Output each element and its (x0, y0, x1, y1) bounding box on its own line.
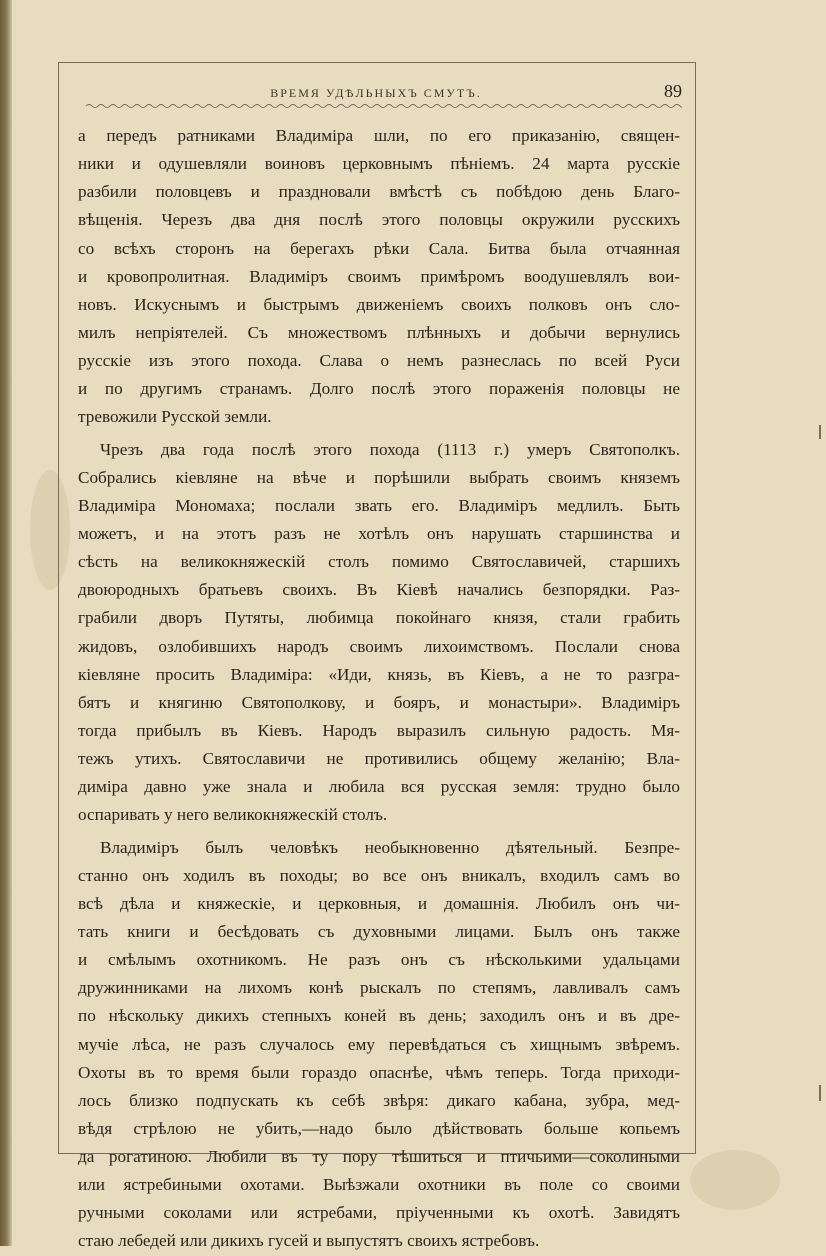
text-line: по нѣскольку дикихъ степныхъ коней въ день; заходилъ онъ и въ дре- (78, 1006, 680, 1026)
paragraph (78, 122, 680, 432)
text-line: дружинниками на лихомъ конѣ рыскалъ по степямъ, лавливалъ самъ (78, 978, 680, 998)
text-line: оспаривать у него великокняжескій столъ. (78, 805, 388, 825)
text-line: жидовъ, озлобившихъ народъ своимъ лихоимствомъ. Послали снова (78, 636, 680, 656)
text-line: бятъ и княгиню Святополкову, и бояръ, и монастыри». Владиміръ (78, 692, 680, 712)
text-line: вѣдя стрѣлою не убить,—надо было дѣйствовать больше копьемъ (78, 1118, 680, 1138)
text-line: тревожили Русской земли. (78, 407, 272, 427)
text-line: ники и одушевляли воиновъ церковнымъ пѣніемъ. 24 марта русскіе (78, 154, 680, 174)
text-line: Собрались кіевляне на вѣче и порѣшили выбрать своимъ княземъ (78, 467, 680, 487)
text-line: кіевляне просить Владиміра: «Иди, князь, въ Кіевъ, а не то разгра- (78, 664, 680, 684)
text-line: тежъ утихъ. Святославичи не противились общему желанію; Вла- (78, 749, 680, 769)
text-line: ручными соколами или ястребами, пріученными къ охотѣ. Завидятъ (78, 1203, 680, 1223)
text-line: сѣсть на великокняжескій столъ помимо Святославичей, старшихъ (78, 552, 680, 572)
text-line: стаю лебедей или дикихъ гусей и выпустятъ своихъ ястребовъ. (78, 1231, 540, 1251)
book-binding-edge (0, 0, 12, 1246)
text-line: Охоты въ то время были гораздо опаснѣе, чѣмъ теперь. Тогда приходи- (78, 1062, 680, 1082)
text-line: станно онъ ходилъ въ походы; во все онъ вникалъ, входилъ самъ во (78, 865, 680, 885)
text-line: мучіе лѣса, не разъ случалось ему перевѣдаться съ хищнымъ звѣремъ. (78, 1034, 680, 1054)
text-line: русскіе изъ этого похода. Слава о немъ разнеслась по всей Руси (78, 351, 680, 371)
text-line: новъ. Искуснымъ и быстрымъ движеніемъ своихъ полковъ онъ сло- (78, 294, 680, 314)
text-line: двоюродныхъ братьевъ своихъ. Въ Кіевѣ начались безпорядки. Раз- (78, 580, 680, 600)
text-line: или ястребиными охотами. Выѣзжали охотники въ поле со своими (78, 1175, 680, 1195)
margin-mark (819, 1085, 821, 1101)
paper-stain (690, 1150, 780, 1210)
text-line: тать книги и бесѣдовать съ духовными лицами. Былъ онъ также (78, 921, 680, 941)
paragraph (78, 834, 680, 1256)
text-line: тогда прибылъ въ Кіевъ. Народъ выразилъ сильную радость. Мя- (78, 720, 680, 740)
text-line: Чрезъ два года послѣ этого похода (1113 г.) умеръ Святополкъ. (100, 439, 680, 459)
text-line: всѣ дѣла и княжескіе, и церковныя, и домашнія. Любилъ онъ чи- (78, 893, 680, 913)
wavy-rule (86, 102, 682, 110)
paragraph (78, 436, 680, 830)
text-line: Владиміра Мономаха; послали звать его. Владиміръ медлилъ. Быть (78, 495, 680, 515)
text-line: да рогатиною. Любили въ ту пору тѣшиться и птичьими—соколиными (78, 1147, 680, 1167)
running-head-title: ВРЕМЯ УДѢЛЬНЫХЪ СМУТЪ. (270, 86, 482, 100)
text-line: можетъ, и на этотъ разъ не хотѣлъ онъ нарушать старшинства и (78, 523, 680, 543)
margin-mark (819, 425, 821, 439)
text-line: лось близко подпускать къ себѣ звѣря: дикаго кабана, зубра, мед- (78, 1090, 680, 1110)
text-line: грабили дворъ Путяты, любимца покойнаго князя, стали грабить (78, 608, 680, 628)
body-text (78, 122, 680, 1256)
text-line: и смѣлымъ охотникомъ. Не разъ онъ съ нѣсколькими удальцами (78, 950, 680, 970)
text-line: и кровопролитная. Владиміръ своимъ примѣромъ воодушевлялъ вои- (78, 266, 680, 286)
text-line: вѣщенія. Черезъ два дня послѣ этого половцы окружили русскихъ (78, 210, 680, 230)
text-line: со всѣхъ сторонъ на берегахъ рѣки Сала. Битва была отчаянная (78, 238, 680, 258)
text-line: и по другимъ странамъ. Долго послѣ этого пораженія половцы не (78, 379, 680, 399)
text-line: Владиміръ былъ человѣкъ необыкновенно дѣятельный. Безпре- (100, 837, 680, 857)
page-number: 89 (664, 81, 682, 101)
text-line: разбили половцевъ и праздновали вмѣстѣ съ побѣдою день Благо- (78, 182, 680, 202)
text-line: диміра давно уже знала и любила вся русская земля: трудно было (78, 777, 680, 797)
text-line: а передъ ратниками Владиміра шли, по его приказанію, священ- (78, 126, 680, 145)
text-line: милъ непріятелей. Съ множествомъ плѣнныхъ и добычи вернулись (78, 322, 680, 342)
